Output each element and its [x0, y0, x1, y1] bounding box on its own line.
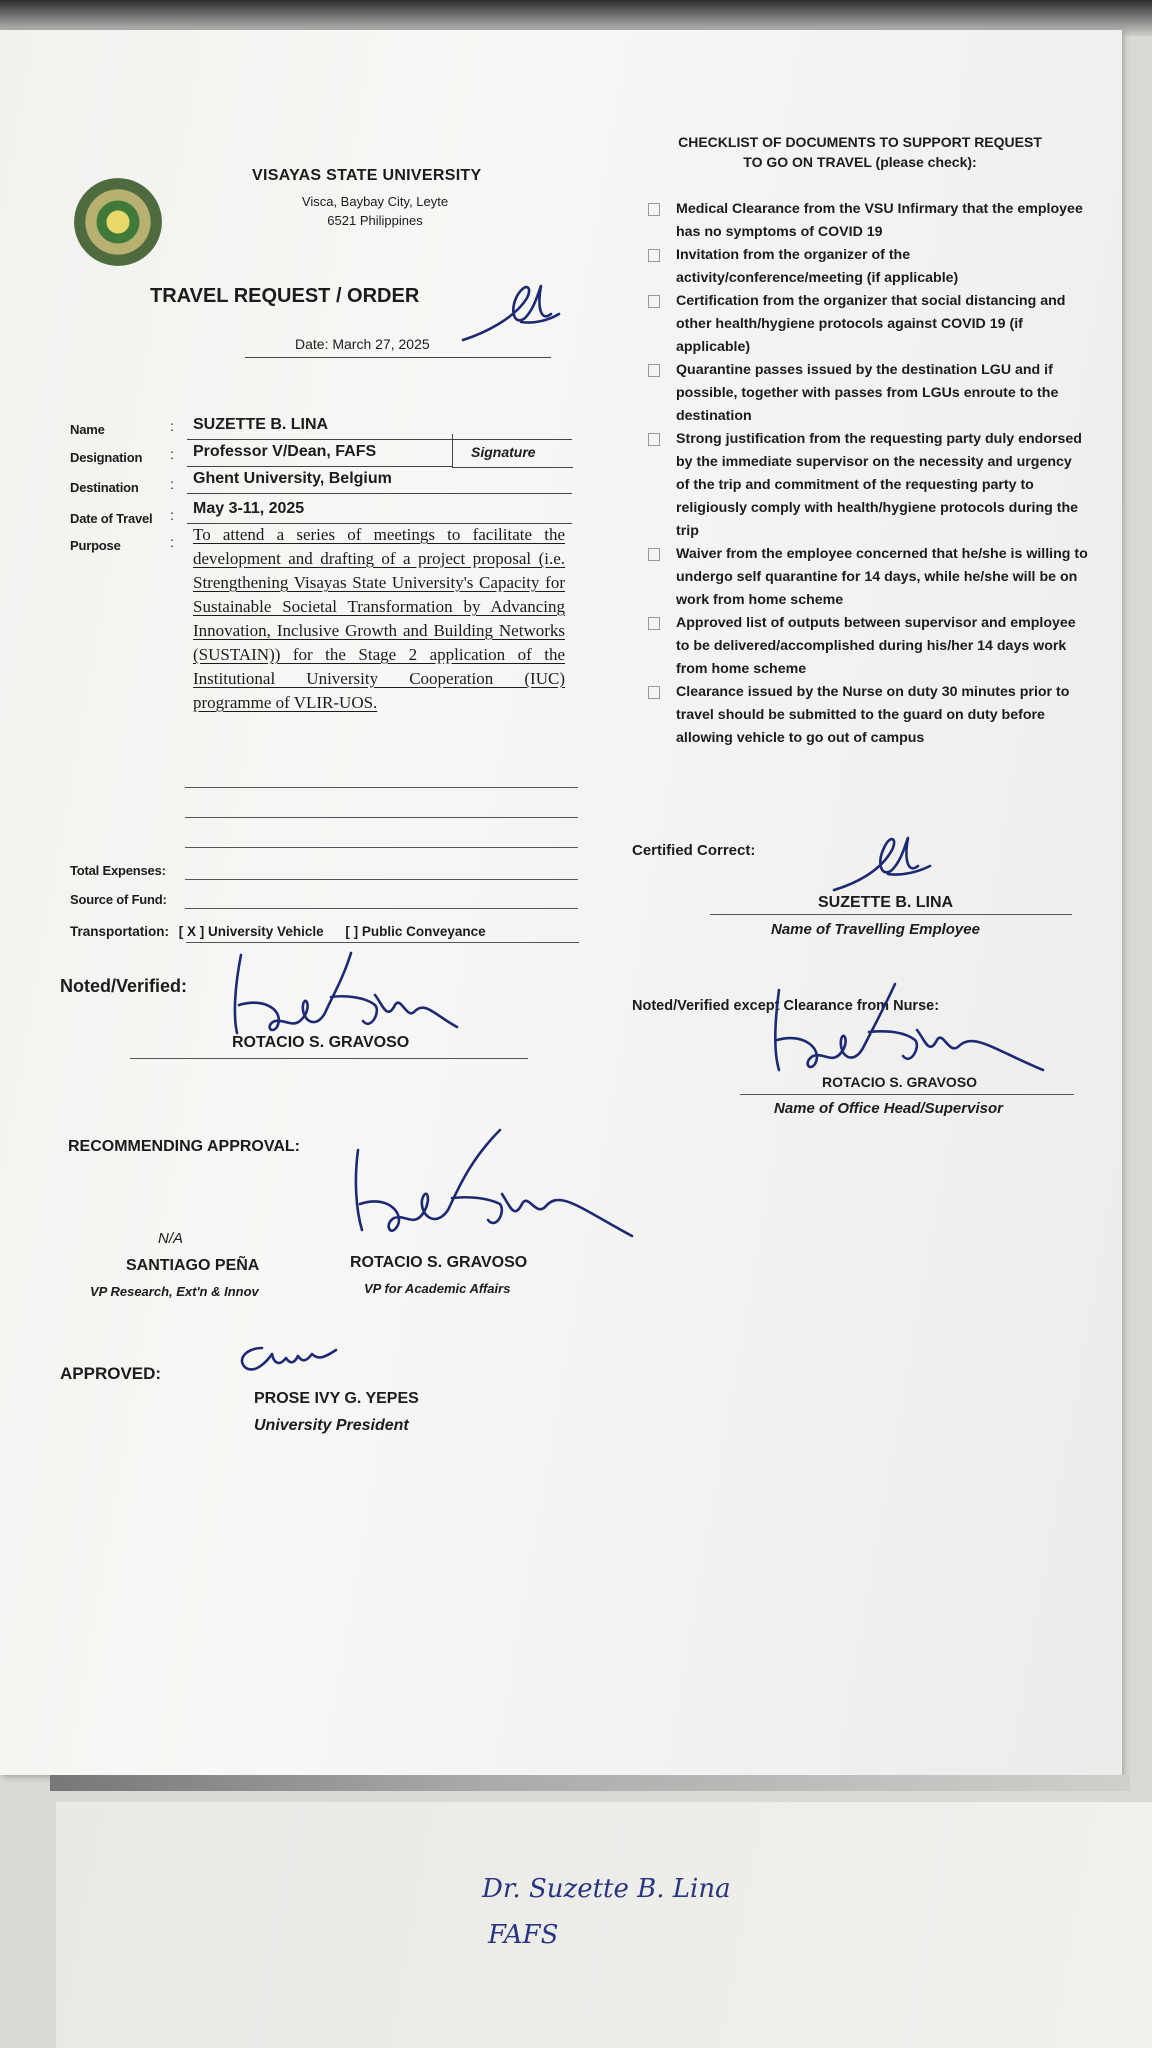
checkbox[interactable] — [648, 295, 660, 308]
noted-right-name: ROTACIO S. GRAVOSO — [822, 1074, 978, 1090]
noted-left-name: ROTACIO S. GRAVOSO — [232, 1034, 410, 1051]
checklist-item-text: Clearance issued by the Nurse on duty 30 minutes prior to travel should be submitted to the guard on duty before allowing vehicle to go out of campus — [676, 684, 1070, 746]
source-of-fund-line — [185, 908, 578, 909]
approved-label: APPROVED: — [60, 1364, 162, 1383]
handwritten-office: FAFS — [488, 1920, 559, 1950]
checkbox[interactable] — [648, 617, 660, 630]
checklist-item-text: Certification from the organizer that social distancing and other health/hygiene protocols against COVID 19 (if applicable) — [676, 293, 1066, 355]
gravoso-signature — [225, 935, 475, 1045]
checklist-title-line-1: CHECKLIST OF DOCUMENTS TO SUPPORT REQUEST — [678, 134, 1042, 150]
checkbox[interactable] — [648, 249, 660, 262]
university-address — [270, 192, 480, 230]
right-recommender-role: VP for Academic Affairs — [364, 1281, 511, 1296]
address-line-1: Visca, Baybay City, Leyte — [301, 194, 449, 209]
transport-university-vehicle: [ X ] University Vehicle — [178, 924, 324, 939]
total-expenses-label: Total Expenses: — [70, 863, 166, 878]
checklist-item — [648, 198, 1088, 244]
transportation-label: Transportation: — [70, 924, 170, 939]
checklist-item-text: Strong justification from the requesting party duly endorsed by the immediate supervisor on the necessity and urgency of the trip and commitment of the requesting party to religiously comply with health/hygiene protocols during the trip — [676, 431, 1082, 539]
colon: : — [170, 507, 174, 523]
checklist — [648, 198, 1088, 750]
date-initial-signature — [455, 278, 565, 348]
checkbox[interactable] — [648, 364, 660, 377]
checkbox[interactable] — [648, 548, 660, 561]
president-role: University President — [254, 1417, 409, 1434]
second-page — [56, 1802, 1152, 2048]
colon: : — [170, 418, 174, 434]
lina-signature — [830, 828, 940, 898]
vp-academic-signature — [350, 1120, 640, 1245]
name-value: SUZETTE B. LINA — [187, 416, 572, 440]
left-na: N/A — [158, 1230, 184, 1247]
handwritten-name: Dr. Suzette B. Lina — [482, 1874, 731, 1904]
university-name: VISAYAS STATE UNIVERSITY — [252, 167, 482, 184]
page-title: TRAVEL REQUEST / ORDER — [150, 285, 420, 307]
checklist-item-text: Approved list of outputs between supervisor and employee to be delivered/accomplished during his/her 14 days work from home scheme — [676, 615, 1076, 677]
left-recommender-role: VP Research, Ext'n & Innov — [90, 1284, 259, 1299]
checklist-item — [648, 428, 1088, 543]
certified-line — [710, 914, 1072, 915]
checklist-item-text: Waiver from the employee concerned that he/she is willing to undergo self quarantine for 14 days, while he/she will be on work from home scheme — [676, 546, 1088, 608]
paper-edge — [50, 1775, 1130, 1791]
travel-request-form — [0, 30, 1122, 1775]
noted-right-role: Name of Office Head/Supervisor — [774, 1100, 1003, 1117]
left-recommender-name: SANTIAGO PEÑA — [126, 1257, 260, 1274]
certified-correct-label: Certified Correct: — [632, 842, 756, 859]
blank-line — [185, 787, 578, 788]
supervisor-signature — [765, 970, 1055, 1080]
checklist-item-text: Medical Clearance from the VSU Infirmary that the employee has no symptoms of COVID 19 — [676, 201, 1083, 240]
date-of-travel-value: May 3-11, 2025 — [187, 500, 572, 524]
right-recommender-name: ROTACIO S. GRAVOSO — [350, 1254, 528, 1271]
transport-public-conveyance: [ ] Public Conveyance — [345, 924, 486, 939]
noted-right-label: Noted/Verified except Clearance from Nurse: — [632, 998, 940, 1014]
date-label: Date: — [295, 336, 329, 352]
checklist-item-text: Invitation from the organizer of the activity/conference/meeting (if applicable) — [676, 247, 959, 286]
checkbox[interactable] — [648, 433, 660, 446]
colon: : — [170, 476, 174, 492]
checklist-item-text: Quarantine passes issued by the destination LGU and if possible, together with passes from LGUs enroute to the destination — [676, 362, 1059, 424]
checklist-item — [648, 244, 1088, 290]
colon: : — [170, 446, 174, 462]
checklist-item — [648, 612, 1088, 681]
certified-role: Name of Travelling Employee — [771, 921, 980, 938]
checklist-title — [650, 132, 1070, 172]
total-expenses-line — [185, 879, 578, 880]
signature-box — [452, 434, 573, 468]
checklist-item — [648, 543, 1088, 612]
checkbox[interactable] — [648, 203, 660, 216]
purpose-value: To attend a series of meetings to facilitate the development and drafting of a project proposal (i.e. Strengthening Visayas State University's Capacity for Sustainable Societal Transformation by Advancing Innovation, Inclusive Growth and Building Networks (SUSTAIN)) for the Stage 2 application of the Institutional University Cooperation (IUC) programme of VLIR-UOS. — [193, 525, 565, 712]
certified-name: SUZETTE B. LINA — [818, 894, 954, 911]
checklist-item — [648, 681, 1088, 750]
source-of-fund-label: Source of Fund: — [70, 892, 167, 907]
blank-line — [185, 817, 578, 818]
recommending-approval-label: RECOMMENDING APPROVAL: — [68, 1138, 300, 1155]
date-of-travel-label: Date of Travel — [70, 511, 153, 526]
checklist-item — [648, 290, 1088, 359]
checklist-item — [648, 359, 1088, 428]
noted-left-line — [130, 1058, 528, 1059]
blank-line — [185, 847, 578, 848]
president-signature — [232, 1340, 342, 1380]
colon: : — [170, 534, 174, 550]
checkbox[interactable] — [648, 686, 660, 699]
purpose-label: Purpose — [70, 538, 121, 553]
name-label: Name — [70, 422, 105, 437]
noted-verified-label: Noted/Verified: — [60, 976, 188, 996]
designation-value: Professor V/Dean, FAFS — [187, 443, 452, 467]
checklist-title-line-2: TO GO ON TRAVEL (please check): — [743, 154, 977, 170]
noted-right-line — [740, 1094, 1074, 1095]
destination-label: Destination — [70, 480, 139, 495]
designation-label: Designation — [70, 450, 143, 465]
signature-label: Signature — [471, 444, 536, 460]
address-line-2: 6521 Philippines — [327, 213, 423, 228]
destination-value: Ghent University, Belgium — [187, 470, 572, 494]
university-seal-icon — [74, 178, 162, 266]
president-name: PROSE IVY G. YEPES — [254, 1390, 419, 1407]
date-value: March 27, 2025 — [332, 336, 430, 352]
